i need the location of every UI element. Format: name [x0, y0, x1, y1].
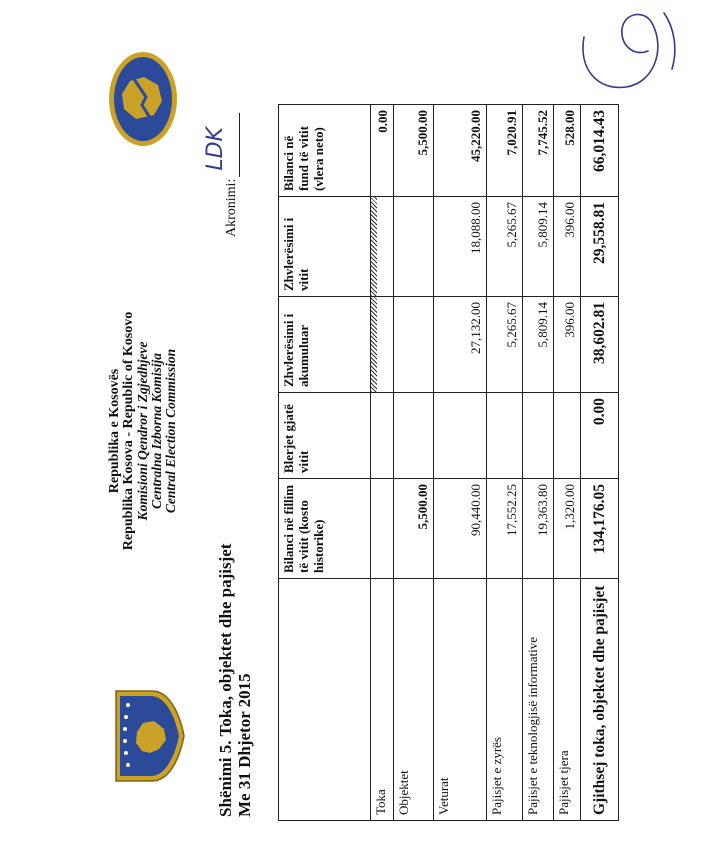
header-line-2: Republika Kosova - Republic of Kosovo [121, 311, 136, 551]
row-label: Toka [371, 579, 394, 821]
cell-closing: 528.00 [554, 105, 581, 197]
cell-opening: 1,320.00 [554, 479, 581, 579]
row-label: Veturat [434, 579, 487, 821]
note-date: Me 31 Dhjetor 2015 [235, 673, 254, 817]
cell-closing: 7,020.91 [487, 105, 523, 197]
cell-year-depreciation: 396.00 [554, 197, 581, 297]
cell-purchases [371, 393, 394, 479]
header-cell-accumulated-depreciation: Zhvlerësimi i akumuluar [279, 297, 371, 393]
header-cell-label [279, 579, 371, 821]
header-cell-purchases: Blerjet gjatë vitit [279, 393, 371, 479]
cell-opening: 5,500.00 [394, 479, 434, 579]
cell-purchases [554, 393, 581, 479]
cell-year-depreciation: 18,088.00 [434, 197, 487, 297]
acronym-label: Akronimi: [224, 178, 239, 237]
row-label: Pajisjet tjera [554, 579, 581, 821]
cell-year-depreciation [371, 197, 394, 297]
table-row [434, 105, 487, 821]
row-label: Objektet [394, 579, 434, 821]
cell-accumulated-depreciation [371, 297, 394, 393]
cell-accumulated-depreciation: 27,132.00 [434, 297, 487, 393]
header-line-3: Komisioni Qendror i Zgjedhjeve [135, 341, 150, 521]
row-label: Pajisjet e teknologjisë informative [523, 579, 554, 821]
cell-opening: 90,440.00 [434, 479, 487, 579]
acronym-handwritten-value: LDK [203, 127, 228, 171]
total-label: Gjithsej toka, objektet dhe pajisjet [581, 579, 619, 821]
cell-closing: 0.00 [371, 105, 394, 197]
cell-purchases [487, 393, 523, 479]
cell-purchases [394, 393, 434, 479]
table-row [554, 105, 581, 821]
total-accumulated-depreciation: 38,602.81 [581, 297, 619, 393]
total-year-depreciation: 29,558.81 [581, 197, 619, 297]
acronym-line [203, 113, 240, 177]
cell-purchases [434, 393, 487, 479]
note-title: Shënimi 5. Toka, objektet dhe pajisjet [216, 543, 235, 817]
table-total-row [581, 105, 619, 821]
cell-closing: 7,745.52 [523, 105, 554, 197]
header-line-5: Central Election Commission [163, 348, 178, 514]
cell-year-depreciation: 5,809.14 [523, 197, 554, 297]
header-cell-opening: Bilanci në fillim të vitit (kosto historike) [279, 479, 371, 579]
total-opening: 134,176.05 [581, 479, 619, 579]
cell-opening: 19,363.80 [523, 479, 554, 579]
table-header-row [279, 105, 371, 821]
cell-accumulated-depreciation [394, 297, 434, 393]
cell-accumulated-depreciation: 5,265.67 [487, 297, 523, 393]
note-title-block [216, 544, 254, 817]
handwritten-signature-icon [574, 0, 686, 109]
acronym-field [203, 113, 240, 237]
header-cell-closing: Bilanci në fund të vitit (vlera neto) [279, 105, 371, 197]
cell-opening: 17,552.25 [487, 479, 523, 579]
row-label: Pajisjet e zyrës [487, 579, 523, 821]
table-row [487, 105, 523, 821]
cell-year-depreciation: 5,265.67 [487, 197, 523, 297]
table-row [523, 105, 554, 821]
cell-opening [371, 479, 394, 579]
table-row [394, 105, 434, 821]
cell-purchases [523, 393, 554, 479]
cell-accumulated-depreciation: 396.00 [554, 297, 581, 393]
assets-table [278, 104, 619, 821]
header-line-4: Centralna Izborna Komisija [149, 352, 164, 510]
total-closing: 66,014.43 [581, 105, 619, 197]
institution-header [108, 251, 178, 611]
header-line-1: Republika e Kosovës [107, 368, 122, 494]
kosovo-coat-of-arms-icon [112, 685, 186, 787]
cell-closing: 5,500.00 [394, 105, 434, 197]
total-purchases: 0.00 [581, 393, 619, 479]
cell-accumulated-depreciation: 5,809.14 [523, 297, 554, 393]
election-commission-logo-icon [106, 49, 180, 149]
cell-year-depreciation [394, 197, 434, 297]
cell-closing: 45,220.00 [434, 105, 487, 197]
table-row [371, 105, 394, 821]
header-cell-year-depreciation: Zhvlerësimi i vitit [279, 197, 371, 297]
